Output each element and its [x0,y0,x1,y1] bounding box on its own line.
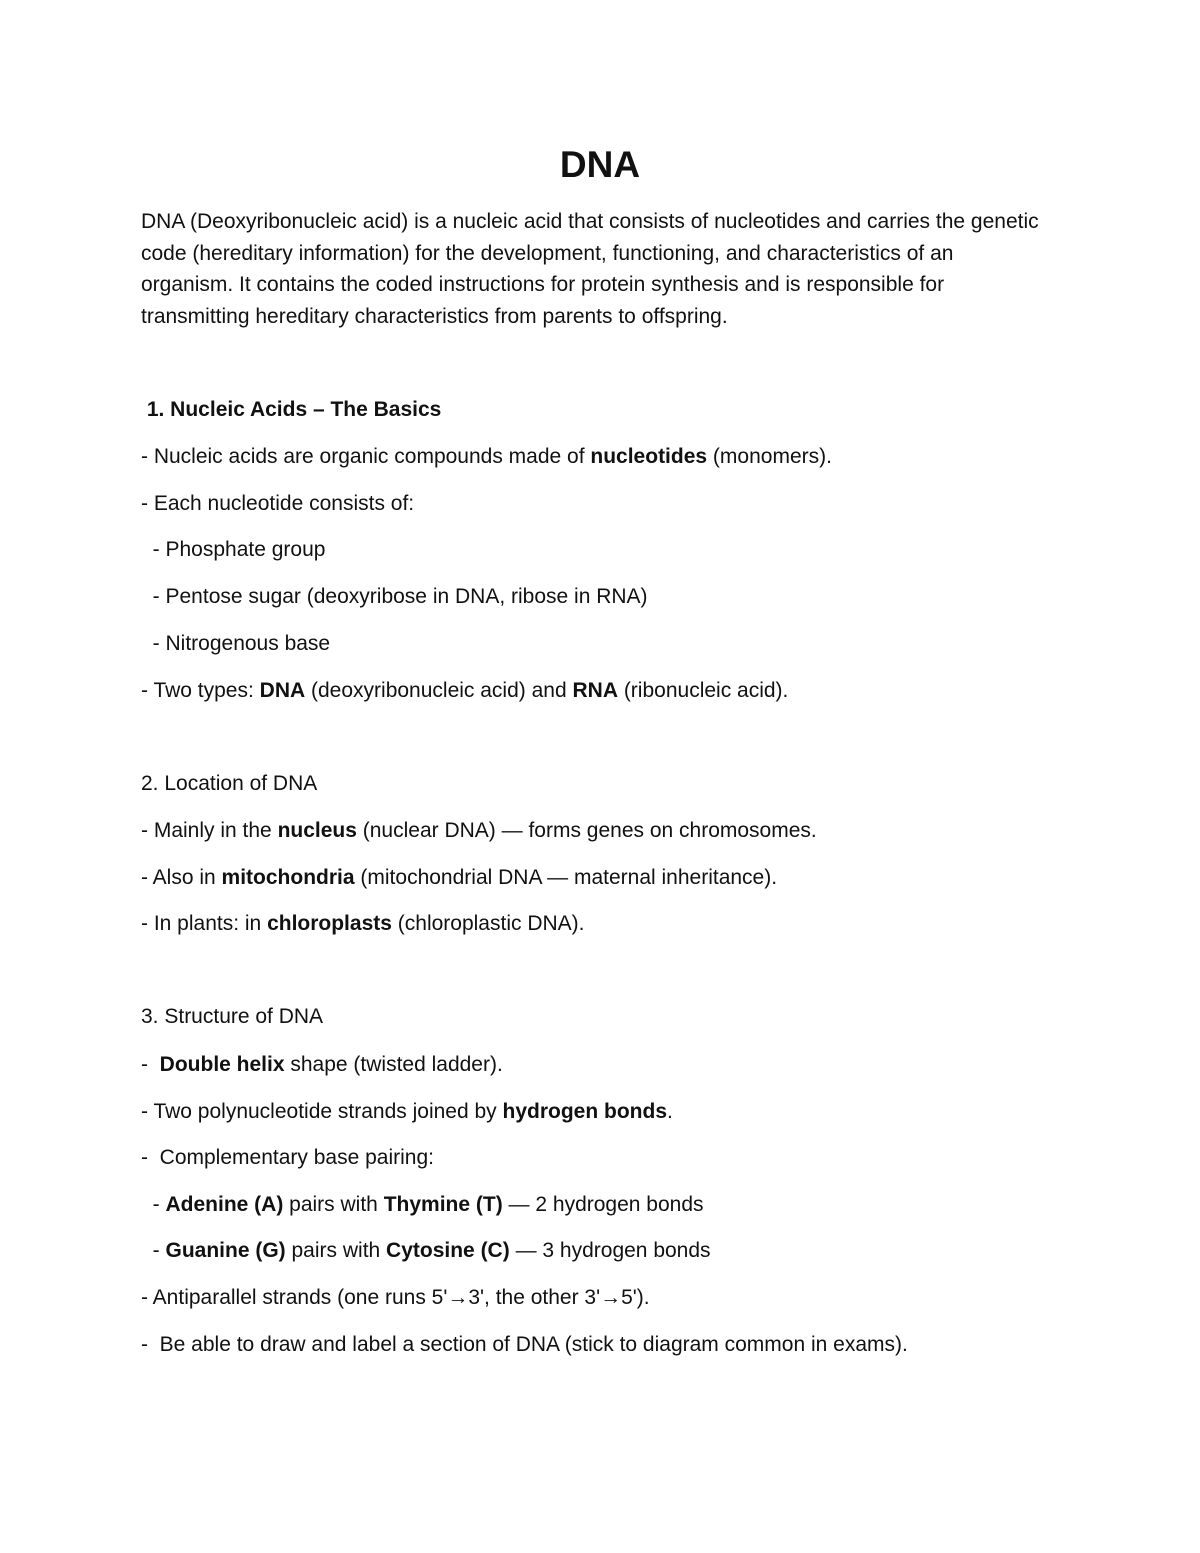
section-3-heading: 3. Structure of DNA [141,1005,324,1028]
intro-paragraph: DNA (Deoxyribonucleic acid) is a nucleic acid that consists of nucleotides and carries the genetic code (hereditary information) for the development, functioning, and characteristics of an organism. It contains the coded instructions for protein synthesis and is responsible for transmitting hereditary characteristics from parents to offspring. [141,210,1039,328]
section-2-line-3: - In plants: in chloroplasts (chloroplastic DNA). [141,912,585,935]
section-3-line-5: - Guanine (G) pairs with Cytosine (C) — 3 hydrogen bonds [141,1239,711,1262]
section-2-line-2: - Also in mitochondria (mitochondrial DNA — maternal inheritance). [141,866,778,889]
section-3-line-6: - Antiparallel strands (one runs 5'→3', the other 3'→5'). [141,1286,650,1309]
section-1-line-6: - Two types: DNA (deoxyribonucleic acid) and RNA (ribonucleic acid). [141,679,789,702]
page-title: DNA [559,144,641,185]
section-1-line-5: - Nitrogenous base [141,632,331,655]
section-3-line-2: - Two polynucleotide strands joined by hydrogen bonds. [141,1100,673,1123]
section-2-heading: 2. Location of DNA [141,772,318,795]
section-3-line-7: - Be able to draw and label a section of DNA (stick to diagram common in exams). [141,1333,908,1356]
section-1-line-2: - Each nucleotide consists of: [141,492,415,515]
section-2-line-1: - Mainly in the nucleus (nuclear DNA) — forms genes on chromosomes. [141,819,817,842]
section-1-line-1: - Nucleic acids are organic compounds made of nucleotides (monomers). [141,445,832,468]
section-1-line-3: - Phosphate group [141,538,326,561]
section-3-line-4: - Adenine (A) pairs with Thymine (T) — 2 hydrogen bonds [141,1193,704,1216]
section-3-line-3: - Complementary base pairing: [141,1146,434,1169]
section-1-line-4: - Pentose sugar (deoxyribose in DNA, ribose in RNA) [141,585,648,608]
section-1-heading: 1. Nucleic Acids – The Basics [141,398,442,421]
section-3-line-1: - Double helix shape (twisted ladder). [141,1053,503,1076]
